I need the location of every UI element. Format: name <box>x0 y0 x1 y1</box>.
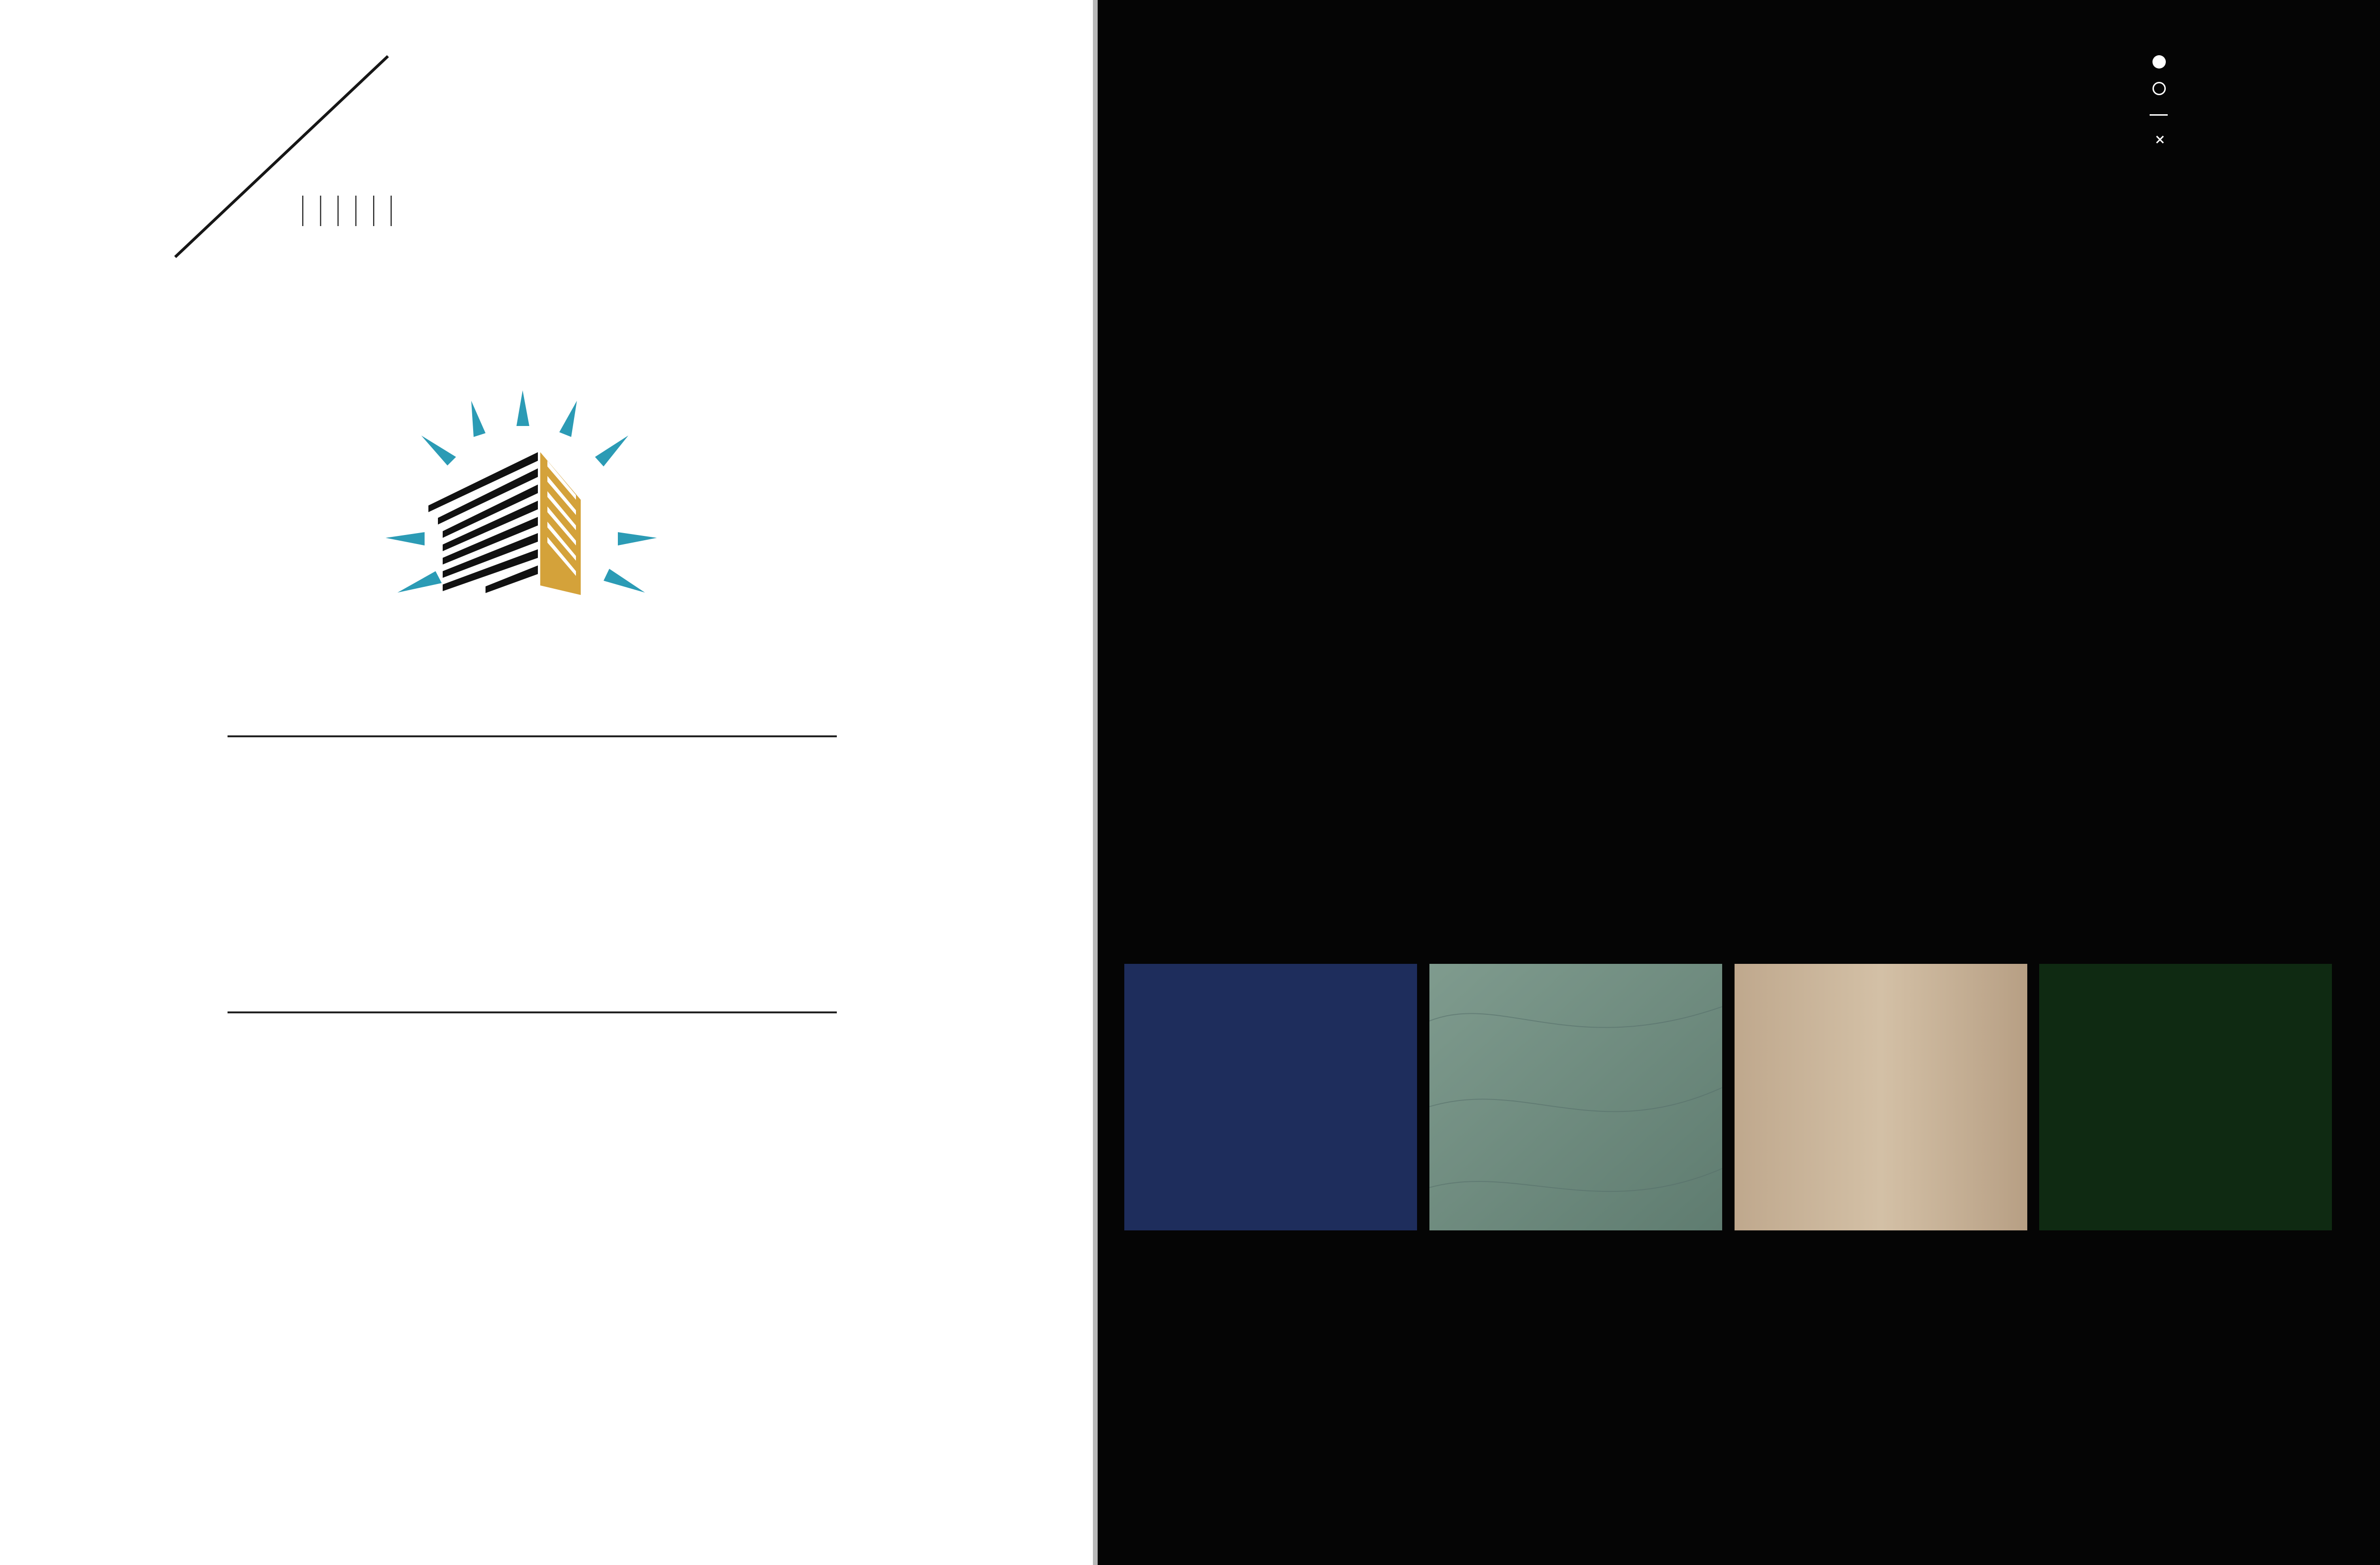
sage-wallcovering-swatch <box>1429 964 1722 1230</box>
secondary-circle-icon <box>2152 82 2166 95</box>
rule-bottom <box>228 1011 837 1013</box>
matrix-legend <box>2148 52 2238 159</box>
moss-wall-swatch <box>2039 964 2332 1230</box>
neutral-line-icon <box>2150 114 2168 116</box>
undesired-x-icon: × <box>2154 131 2166 147</box>
legend-secondary <box>2148 79 2238 106</box>
finish-notes-right <box>1755 1255 2303 1284</box>
oak-flooring-swatch <box>1735 964 2027 1230</box>
legend-primary <box>2148 52 2238 79</box>
adjacency-matrix-grid <box>0 0 2380 762</box>
finish-notes-left <box>1124 1255 1738 1284</box>
navy-wallcovering-swatch <box>1124 964 1417 1230</box>
primary-dot-icon <box>2152 55 2166 69</box>
legend-neutral <box>2148 106 2238 132</box>
legend-undesired <box>2148 132 2238 159</box>
